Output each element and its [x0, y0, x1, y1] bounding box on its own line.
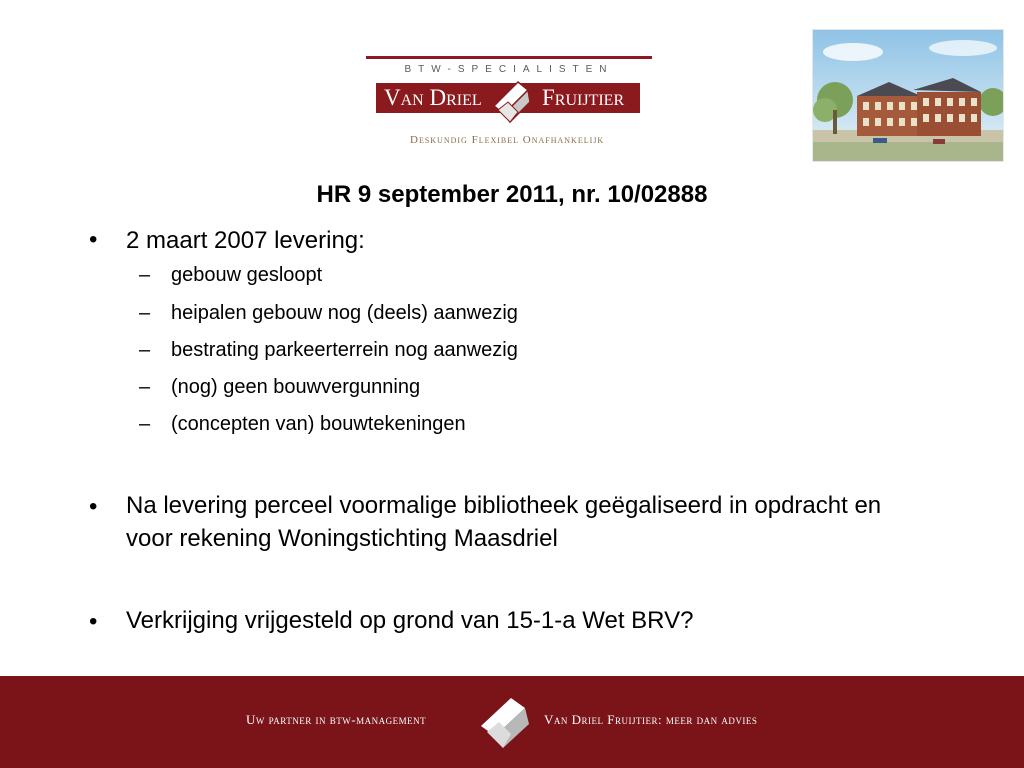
logo-name-left: Van Driel: [384, 85, 482, 110]
bullet-marker: •: [89, 493, 98, 520]
dash-marker: –: [139, 413, 151, 435]
footer-logo-mark-icon: [475, 692, 537, 750]
logo-slogan: Deskundig Flexibel Onafhankelijk: [410, 134, 605, 146]
bullet-item-1: 2 maart 2007 levering:: [126, 227, 365, 254]
sub-item-2: heipalen gebouw nog (deels) aanwezig: [171, 302, 518, 324]
footer-tagline-left: Uw partner in btw-management: [246, 712, 427, 727]
slide-title: HR 9 september 2011, nr. 10/02888: [316, 181, 708, 208]
logo-name-right: Fruijtier: [542, 85, 625, 110]
bullet-item-3: Verkrijging vrijgesteld op grond van 15-1-a Wet BRV?: [126, 607, 694, 634]
sub-item-5: (concepten van) bouwtekeningen: [171, 413, 466, 435]
logo-tagline: BTW-SPECIALISTEN: [404, 64, 614, 75]
sub-item-4: (nog) geen bouwvergunning: [171, 376, 421, 398]
dash-marker: –: [139, 339, 151, 361]
bullet-marker: •: [89, 226, 98, 253]
bullet-marker: •: [89, 608, 98, 635]
sub-item-1: gebouw gesloopt: [171, 264, 323, 286]
footer-bar: [0, 676, 1024, 768]
dash-marker: –: [139, 264, 151, 286]
footer-tagline-right: Van Driel Fruijtier: meer dan advies: [544, 712, 758, 727]
bullet-item-2: Na levering perceel voormalige bibliotheek geëgaliseerd in opdracht en voor rekening Woningstichting Maasdriel: [126, 492, 882, 552]
dash-marker: –: [139, 302, 151, 324]
sub-item-3: bestrating parkeerterrein nog aanwezig: [171, 339, 518, 361]
dash-marker: –: [139, 376, 151, 398]
